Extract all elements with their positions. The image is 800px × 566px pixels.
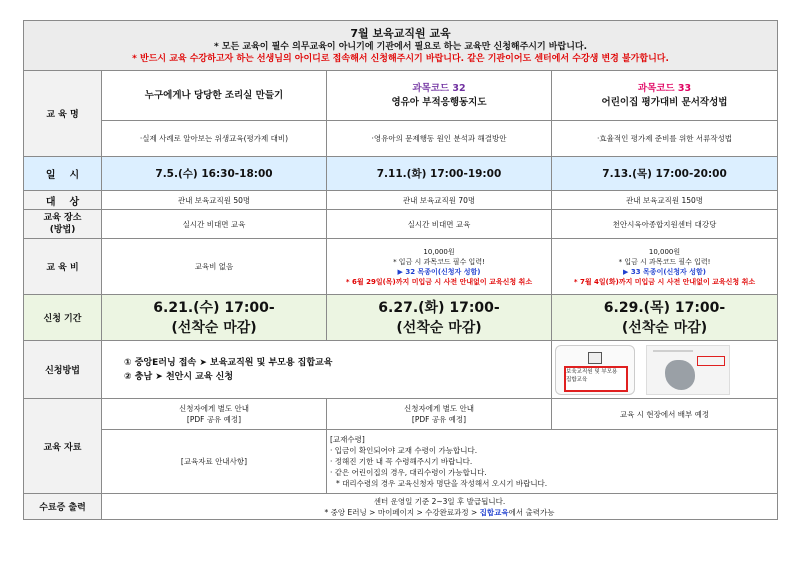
course-1-materials: 신청자에게 별도 안내 [PDF 공유 예정] bbox=[102, 399, 327, 430]
course-2-apply-cell bbox=[327, 295, 552, 341]
course-3-fee-deadline: * 7월 4일(화)까지 미입금 시 사전 안내없이 교육신청 취소 bbox=[573, 277, 756, 286]
course-3-apply-cell bbox=[552, 295, 778, 341]
datetime-row bbox=[24, 157, 778, 191]
materials-info-title: [교재수령] bbox=[330, 435, 365, 444]
page-title: 7월 보육교직원 교육 bbox=[350, 26, 451, 40]
course-desc-row bbox=[24, 121, 778, 157]
course-1-fee: 교육비 없음 bbox=[102, 239, 327, 295]
course-2-fee-deadline: * 6월 29일(목)까지 미입금 시 사전 안내없이 교육신청 취소 bbox=[345, 277, 533, 286]
course-3-fee-amount: 10,000원 bbox=[648, 247, 681, 256]
course-2-fee-note: * 입금 시 과목코드 필수 입력! bbox=[393, 257, 485, 266]
notice-line-1: * 모든 교육이 필수 의무교육이 아니기에 기관에서 필요로 하는 교육만 신청해주시기 바랍니다. bbox=[214, 41, 587, 52]
course-name-row bbox=[24, 71, 778, 121]
course-1-name-cell bbox=[102, 71, 327, 121]
course-2-fee-cell bbox=[327, 239, 552, 295]
course-3-place: 천안시육아종합지원센터 대강당 bbox=[552, 210, 778, 239]
course-2-datetime: 7.11.(화) 17:00-19:00 bbox=[327, 157, 552, 191]
certificate-row bbox=[24, 494, 778, 520]
header-cell bbox=[24, 21, 778, 71]
course-1-apply-date: 6.21.(수) 17:00- bbox=[153, 299, 275, 316]
course-2-code: 과목코드 32 bbox=[412, 82, 466, 94]
apply-method-steps bbox=[102, 341, 552, 399]
region-map-screenshot bbox=[646, 345, 730, 395]
apply-period-row bbox=[24, 295, 778, 341]
course-1-apply-note: (선착순 마감) bbox=[171, 319, 257, 336]
course-2-apply-note: (선착순 마감) bbox=[396, 319, 482, 336]
course-2-target: 관내 보육교직원 70명 bbox=[327, 191, 552, 210]
eleaning-screenshot bbox=[555, 345, 635, 395]
certificate-path-suffix: 에서 출력가능 bbox=[508, 507, 555, 517]
course-2-apply-date: 6.27.(화) 17:00- bbox=[378, 299, 500, 316]
certificate-path-highlight: 집합교육 bbox=[479, 507, 509, 517]
group-education-highlight: 보육교직원 및 부모용 집합교육 bbox=[564, 366, 628, 392]
course-3-fee-note: * 입금 시 과목코드 필수 입력! bbox=[618, 257, 711, 266]
course-3-apply-note: (선착순 마감) bbox=[621, 319, 708, 336]
label-certificate: 수료증 출력 bbox=[24, 494, 102, 520]
header-row bbox=[24, 21, 778, 71]
materials-info-item-2: · 정해진 기한 내 꼭 수령해주시기 바랍니다. bbox=[330, 457, 473, 466]
certificate-line-1: 센터 운영일 기준 2~3일 후 발급됩니다. bbox=[373, 496, 506, 506]
materials-row-1 bbox=[24, 399, 778, 430]
certificate-info bbox=[102, 494, 778, 520]
course-1-name: 누구에게나 당당한 조리실 만들기 bbox=[144, 89, 284, 101]
course-3-desc: ·효율적인 평가제 준비를 위한 서류작성법 bbox=[552, 121, 778, 157]
education-notice-document bbox=[23, 20, 777, 542]
course-1-place: 실시간 비대면 교육 bbox=[102, 210, 327, 239]
notice-line-2: * 반드시 교육 수강하고자 하는 선생님의 아이디로 접속해서 신청해주시기 바랍니다. 같은 기관이어도 센터에서 수강생 변경 불가합니다. bbox=[132, 53, 669, 64]
materials-info-details bbox=[327, 430, 778, 494]
course-2-fee-code: ▶ 32 목종이(신청자 성함) bbox=[397, 267, 481, 276]
course-2-name: 영유아 부적응행동지도 bbox=[391, 96, 487, 108]
apply-method-screenshots bbox=[552, 341, 778, 399]
course-3-fee-code: ▶ 33 목종이(신청자 성함) bbox=[623, 267, 706, 276]
label-apply-period: 신청 기간 bbox=[24, 295, 102, 341]
course-1-target: 관내 보육교직원 50명 bbox=[102, 191, 327, 210]
apply-method-step-2: ② 충남 ➤ 천안시 교육 신청 bbox=[124, 371, 234, 382]
course-3-materials: 교육 시 현장에서 배부 예정 bbox=[552, 399, 778, 430]
certificate-path-prefix: * 중앙 E러닝 > 마이페이지 > 수강완료과정 > bbox=[324, 507, 480, 517]
apply-method-step-1: ① 중앙E러닝 접속 ➤ 보육교직원 및 부모용 집합교육 bbox=[124, 357, 333, 368]
map-header-bar bbox=[653, 350, 693, 352]
course-2-place: 실시간 비대면 교육 bbox=[327, 210, 552, 239]
course-3-apply-date: 6.29.(목) 17:00- bbox=[603, 299, 726, 316]
course-2-fee-amount: 10,000원 bbox=[423, 247, 455, 256]
course-1-apply-cell bbox=[102, 295, 327, 341]
course-3-name-cell bbox=[552, 71, 778, 121]
materials-row-2 bbox=[24, 430, 778, 494]
materials-info-item-4: * 대리수령의 경우 교육신청자 명단을 작성해서 오시기 바랍니다. bbox=[336, 479, 548, 488]
course-3-target: 관내 보육교직원 150명 bbox=[552, 191, 778, 210]
label-target: 대 상 bbox=[24, 191, 102, 210]
korea-map-icon bbox=[665, 360, 695, 390]
label-place: 교육 장소 (방법) bbox=[24, 210, 102, 239]
course-3-datetime: 7.13.(목) 17:00-20:00 bbox=[552, 157, 778, 191]
label-apply-method: 신청방법 bbox=[24, 341, 102, 399]
certificate-line-2 bbox=[105, 507, 774, 518]
place-row bbox=[24, 210, 778, 239]
label-datetime: 일 시 bbox=[24, 157, 102, 191]
materials-info-item-3: · 같은 어린이집의 경우, 대리수령이 가능합니다. bbox=[330, 468, 487, 477]
course-3-name: 어린이집 평가대비 문서작성법 bbox=[601, 96, 728, 108]
course-1-desc: ·실제 사례로 알아보는 위생교육(평가제 대비) bbox=[102, 121, 327, 157]
education-table bbox=[23, 20, 778, 520]
course-2-desc: ·영유아의 문제행동 원인 분석과 해결방안 bbox=[327, 121, 552, 157]
target-row bbox=[24, 191, 778, 210]
label-course: 교 육 명 bbox=[24, 71, 102, 157]
label-fee: 교 육 비 bbox=[24, 239, 102, 295]
course-3-code: 과목코드 33 bbox=[637, 82, 692, 94]
classroom-icon bbox=[588, 352, 602, 364]
course-2-name-cell bbox=[327, 71, 552, 121]
course-3-fee-cell bbox=[552, 239, 778, 295]
course-2-materials: 신청자에게 별도 안내 [PDF 공유 예정] bbox=[327, 399, 552, 430]
materials-info-item-1: · 입금이 확인되어야 교재 수령이 가능합니다. bbox=[330, 446, 478, 455]
course-1-datetime: 7.5.(수) 16:30-18:00 bbox=[102, 157, 327, 191]
materials-info-label: [교육자료 안내사항] bbox=[102, 430, 327, 494]
apply-method-row bbox=[24, 341, 778, 399]
map-highlight-box bbox=[697, 356, 725, 366]
label-materials: 교육 자료 bbox=[24, 399, 102, 494]
fee-row bbox=[24, 239, 778, 295]
